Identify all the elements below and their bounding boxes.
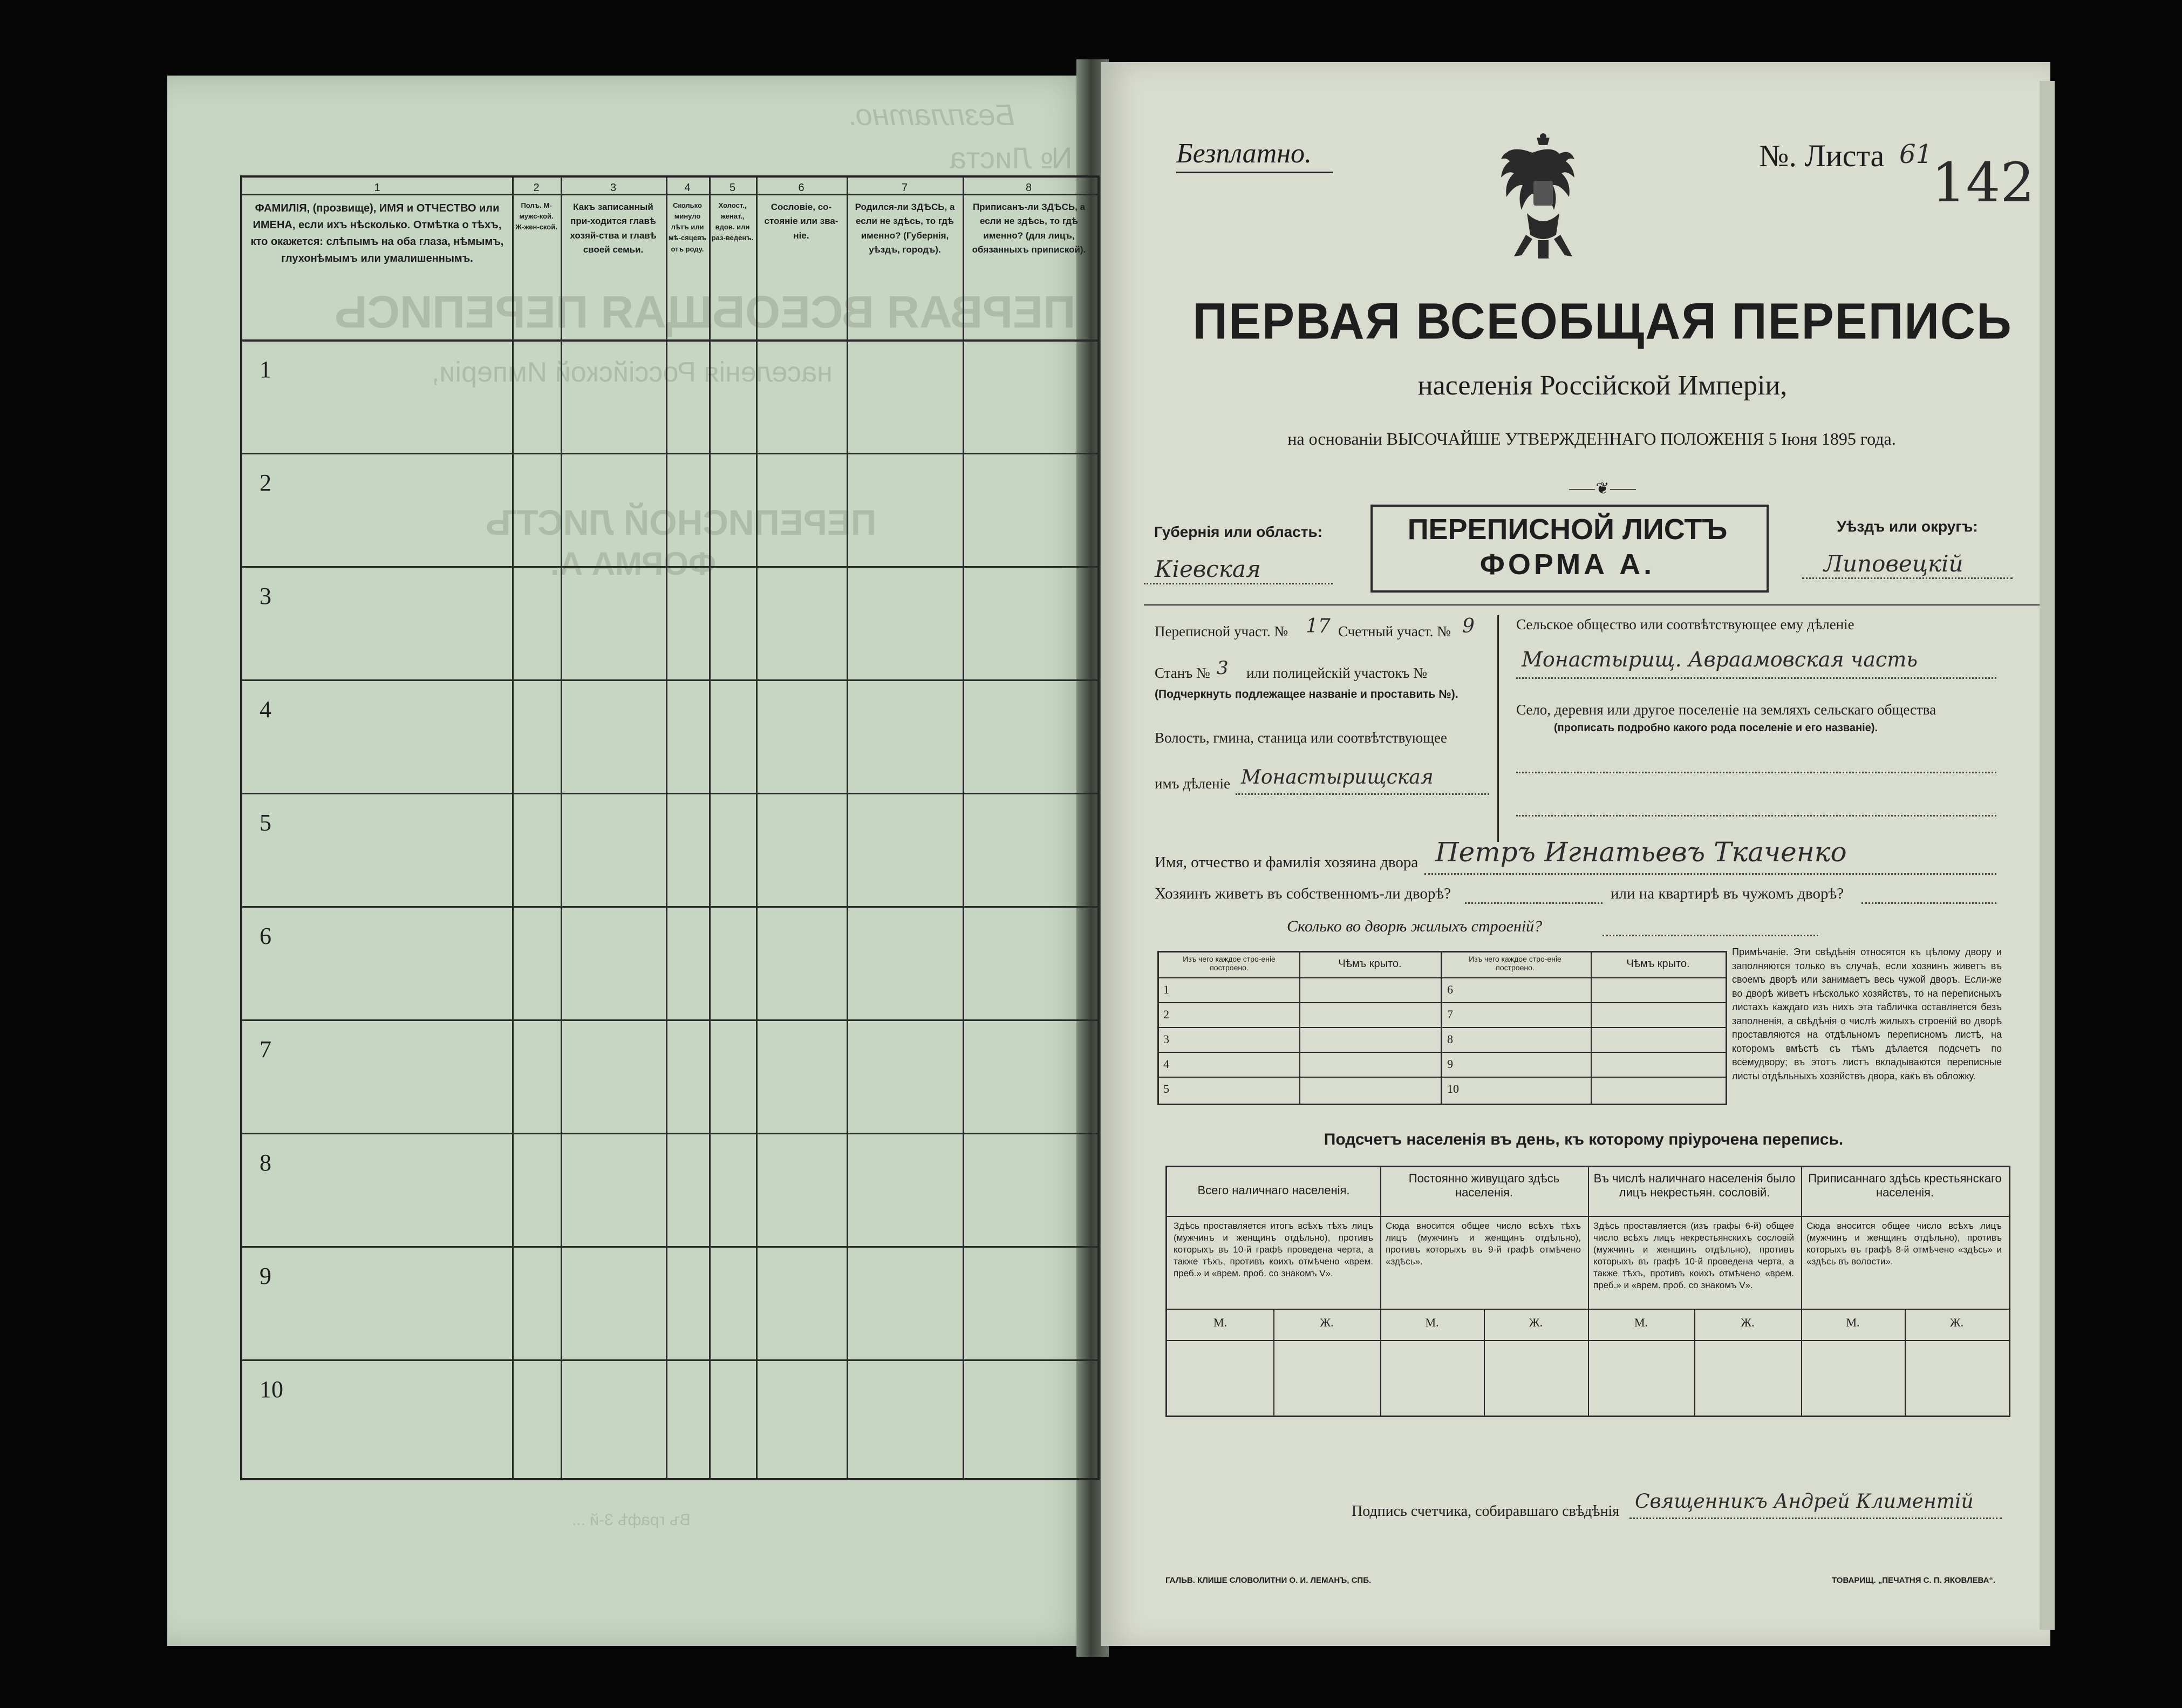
ghost-title: ПЕРВАЯ ВСЕОБЩАЯ ПЕРЕПИСЬ xyxy=(335,287,1076,337)
stan-value: 3 xyxy=(1217,657,1229,679)
build-row-num: 10 xyxy=(1447,1082,1459,1095)
row-number: 5 xyxy=(260,809,271,836)
col-line xyxy=(963,178,964,1478)
row-number: 9 xyxy=(260,1263,271,1289)
build-row-line xyxy=(1159,1077,1726,1078)
basis-line: на основаніи ВЫСОЧАЙШЕ УТВЕРЖДЕННАГО ПОЛОЖЕНІЯ 5 Іюня 1895 года. xyxy=(1287,429,1896,448)
count-head-line xyxy=(1167,1216,2009,1217)
row-line xyxy=(242,1359,1097,1361)
page-edge xyxy=(2040,81,2055,1630)
volost-underline xyxy=(1236,793,1489,795)
ghost-form2: ФОРМА А. xyxy=(550,546,717,582)
count-head-total: Всего наличнаго населенія. xyxy=(1197,1183,1350,1197)
col-line xyxy=(512,178,514,1478)
guberniya-value: Кіевская xyxy=(1155,556,1261,582)
count-col-line xyxy=(1801,1167,1802,1416)
col-header-marital: Холост., женат., вдов. или раз-веденъ. xyxy=(711,201,754,242)
row-number: 3 xyxy=(260,583,271,609)
row-line xyxy=(242,453,1097,454)
row-line xyxy=(242,1246,1097,1248)
underline-note: (Подчеркнуть подлежащее названіе и проставить №). xyxy=(1155,688,1458,700)
zh-label: Ж. xyxy=(1529,1316,1543,1329)
zh-label: Ж. xyxy=(1949,1316,1964,1329)
col-header-sex: Полъ. М-мужс-кой. Ж-жен-ской. xyxy=(515,201,557,232)
build-row-num: 3 xyxy=(1163,1032,1169,1046)
owner-label: Имя, отчество и фамилія хозяина двора xyxy=(1155,854,1419,871)
owner-value: Петръ Игнатьевъ Ткаченко xyxy=(1435,836,1847,868)
printer-left: ГАЛЬВ. КЛИШЕ СЛОВОЛИТНИ О. И. ЛЕМАНЪ, СПБ. xyxy=(1165,1576,1372,1585)
build-row-num: 4 xyxy=(1163,1057,1169,1071)
row-line xyxy=(242,566,1097,568)
count-head-resident: Постоянно живущаго здѣсь населенія. xyxy=(1408,1172,1560,1199)
uezd-underline xyxy=(1802,577,2013,579)
zh-label: Ж. xyxy=(1320,1316,1334,1329)
owns-underline xyxy=(1465,902,1603,904)
col-header-birthplace: Родился-ли ЗДѢСЬ, а если не здѣсь, то гдѣ именно? (Губернія, уѣздъ, городъ). xyxy=(855,202,955,255)
count-mw-line xyxy=(1167,1309,2009,1310)
build-col2-header: Чѣмъ крыто. xyxy=(1338,958,1402,970)
population-count-table xyxy=(1165,1166,2010,1417)
col-number: 1 xyxy=(374,182,380,194)
society-underline xyxy=(1516,677,1996,679)
col-line xyxy=(561,178,562,1478)
form-title: ПЕРЕПИСНОЙ ЛИСТЪ xyxy=(1407,513,1728,546)
build-row-num: 5 xyxy=(1163,1082,1169,1095)
sheet-number: 61 xyxy=(1899,139,1933,169)
build-row-num: 6 xyxy=(1447,983,1453,996)
m-label: М. xyxy=(1634,1316,1648,1329)
village-note: (прописать подробно какого рода поселеніе и его названіе). xyxy=(1554,722,1878,734)
free-underline xyxy=(1176,172,1333,173)
build-col-line xyxy=(1441,952,1442,1104)
guberniya-underline xyxy=(1144,583,1333,584)
society-value: Монастырищ. Авраамовская часть xyxy=(1522,648,1918,671)
buildings-note: Примѣчаніе. Эти свѣдѣнія относятся къ цѣлому двору и заполняются только въ случаѣ, если хозяинъ живетъ въ своемъ дворѣ или занимаетъ весь чужой дворъ. Если-же во дворѣ живетъ нѣсколько хозяйствъ, то на переписныхъ листахъ каждаго изъ нихъ эта табличка оставляется безъ заполненія, а свѣдѣнія о числѣ жилыхъ строеній во дворѣ проставляются на отдѣльномъ переписномъ листѣ, на которомъ вмѣстѣ съ тѣмъ дѣлается подсчетъ по всемудвору; въ этотъ листъ вкладываются переписные листы отдѣльныхъ хозяйствъ двора, какъ въ обложку. xyxy=(1732,947,2002,1081)
volost-value: Монастырищская xyxy=(1241,766,1434,788)
police-label: или полицейскій участокъ № xyxy=(1246,665,1427,681)
m-label: М. xyxy=(1846,1316,1860,1329)
signature-label: Подпись счетчика, собиравшаго свѣдѣнія xyxy=(1352,1503,1620,1520)
main-subtitle: населенія Россійской Имперіи, xyxy=(1417,370,1788,401)
district-label: Переписной участ. № xyxy=(1155,623,1288,639)
build-col3-header: Изъ чего каждое стро-еніе построено. xyxy=(1469,955,1562,972)
village-underline-1 xyxy=(1516,772,1996,773)
row-line xyxy=(242,679,1097,681)
count-body-peasant: Сюда вносится общее число всѣхъ лицъ (мужчинъ и женщинъ отдѣльно), противъ которыхъ въ графѣ 8-й отмѣчено «здѣсь» и «здѣсь въ волости». xyxy=(1806,1221,2002,1267)
build-row-num: 1 xyxy=(1163,983,1169,996)
society-label: Сельское общество или соотвѣтствующее ему дѣленіе xyxy=(1516,616,1854,632)
col-number: 8 xyxy=(1025,182,1032,194)
row-number: 10 xyxy=(260,1376,283,1403)
zh-label: Ж. xyxy=(1741,1316,1755,1329)
count-head-peasant: Приписаннаго здѣсь крестьянскаго населенія. xyxy=(1808,1172,2002,1199)
row-number: 8 xyxy=(260,1149,271,1176)
build-row-line xyxy=(1159,1052,1726,1053)
build-header-line xyxy=(1159,977,1726,978)
col-line xyxy=(847,178,848,1478)
m-label: М. xyxy=(1213,1316,1228,1329)
count-col-line xyxy=(1588,1167,1589,1416)
uezd-label: Уѣздъ или округъ: xyxy=(1837,518,1978,535)
count-body-resident: Сюда вносится общее число всѣхъ тѣхъ лицъ (мужчинъ и женщинъ отдѣльно), противъ которыхъ въ 9-й графѣ отмѣчено «здѣсь». xyxy=(1386,1221,1581,1267)
census-table xyxy=(240,175,1100,1480)
owner-underline xyxy=(1424,873,1996,875)
ghost-sheet: № Листа xyxy=(950,141,1073,175)
buildings-underline xyxy=(1603,935,1818,936)
row-number: 6 xyxy=(260,923,271,949)
build-row-num: 7 xyxy=(1447,1008,1453,1021)
col-header-registered: Приписанъ-ли ЗДѢСЬ, а если не здѣсь, то гдѣ именно? (для лицъ, обязанныхъ припиской). xyxy=(972,202,1086,255)
main-title: ПЕРВАЯ ВСЕОБЩАЯ ПЕРЕПИСЬ xyxy=(1192,293,2013,350)
signature-underline xyxy=(1629,1518,2002,1519)
count-val-line xyxy=(1167,1340,2009,1341)
count-label: Счетный участ. № xyxy=(1338,623,1451,639)
village-label: Село, деревня или другое поселеніе на земляхъ сельскаго общества xyxy=(1516,702,1936,718)
info-divider xyxy=(1497,615,1499,842)
ghost-footer: Въ графѣ 3-й ... xyxy=(572,1511,691,1529)
col-header-age: Сколько минуло лѣтъ или мѣ-сяцевъ отъ роду. xyxy=(668,201,707,253)
owns-label: Хозяинъ живетъ въ собственномъ-ли дворѣ? xyxy=(1155,885,1451,902)
ghost-form: ПЕРЕПИСНОЙ ЛИСТЪ xyxy=(486,502,877,542)
eagle-emblem-icon xyxy=(1495,132,1592,267)
count-head-nonpeasant: Въ числѣ наличнаго населенія было лицъ некрестьян. сословій. xyxy=(1593,1172,1796,1199)
archive-stamp-number: 142 xyxy=(1932,151,2035,214)
row-line xyxy=(242,793,1097,794)
count-title: Подсчетъ населенія въ день, къ которому пріурочена перепись. xyxy=(1324,1131,1844,1148)
district-value: 17 xyxy=(1306,615,1331,637)
build-col4-header: Чѣмъ крыто. xyxy=(1626,958,1690,970)
count-value: 9 xyxy=(1462,615,1475,637)
count-col-line xyxy=(1380,1167,1381,1416)
col-number: 2 xyxy=(533,182,540,194)
village-underline-2 xyxy=(1516,815,1996,816)
build-row-line xyxy=(1159,1002,1726,1003)
volost-label2: имъ дѣленіе xyxy=(1155,775,1231,792)
col-number: 4 xyxy=(684,182,691,194)
sheet-label: №. Листа xyxy=(1759,138,1885,173)
volost-label: Волость, гмина, станица или соотвѣтствующее xyxy=(1155,730,1447,746)
ghost-free: Безплатно. xyxy=(847,98,1015,132)
build-row-num: 8 xyxy=(1447,1032,1453,1046)
count-body-total: Здѣсь проставляется итогъ всѣхъ тѣхъ лицъ (мужчинъ и женщинъ отдѣльно), противъ которыхъ въ 10-й графѣ проведена черта, а также тѣхъ, противъ коихъ отмѣчено «врем. преб.» и «врем. проб. со знакомъ V». xyxy=(1174,1221,1373,1279)
col-line xyxy=(756,178,758,1478)
row-line xyxy=(242,906,1097,908)
guberniya-label: Губернія или область: xyxy=(1154,523,1323,540)
row-number: 7 xyxy=(260,1036,271,1063)
col-header-estate: Сословіе, со-стояніе или зва-ніе. xyxy=(764,202,838,241)
ghost-subtitle: населенія Россійской Имперіи, xyxy=(432,357,833,388)
col-number: 5 xyxy=(729,182,736,194)
count-body-nonpeasant: Здѣсь проставляется (изъ графы 6-й) общее число всѣхъ лицъ некрестьянскихъ сословій (мужчинъ и женщинъ отдѣльно), противъ которыхъ въ графѣ 10-й проведена черта, а также тѣхъ, противъ коихъ отмѣчено «врем. преб.» и «врем. проб. со знакомъ V». xyxy=(1593,1221,1794,1291)
col-line xyxy=(709,178,711,1478)
rent-underline xyxy=(1861,902,1996,904)
ornament: ⸺❦⸺ xyxy=(1568,480,1637,498)
row-number: 2 xyxy=(260,469,271,496)
build-row-num: 2 xyxy=(1163,1008,1169,1021)
buildings-label: Сколько во дворѣ жилыхъ строеній? xyxy=(1287,917,1543,935)
m-label: М. xyxy=(1425,1316,1439,1329)
buildings-table xyxy=(1157,951,1727,1105)
col-header-name: ФАМИЛІЯ, (прозвище), ИМЯ и ОТЧЕСТВО или ИМЕНА, если ихъ нѣсколько. Отмѣтка о тѣхъ, кто окажется: слѣпымъ на оба глаза, нѣмымъ, глухонѣмымъ или умалишеннымъ. xyxy=(250,202,504,264)
uezd-value: Липовецкій xyxy=(1824,550,1963,577)
free-label: Безплатно. xyxy=(1176,138,1312,169)
signature-value: Священникъ Андрей Климентій xyxy=(1635,1491,1974,1513)
build-row-line xyxy=(1159,1027,1726,1028)
build-col-line xyxy=(1591,952,1592,1104)
row-line xyxy=(242,1133,1097,1134)
stan-label: Станъ № xyxy=(1155,665,1210,681)
col-number: 7 xyxy=(901,182,908,194)
row-line xyxy=(242,1019,1097,1021)
row-number: 4 xyxy=(260,696,271,723)
build-col1-header: Изъ чего каждое стро-еніе построено. xyxy=(1183,955,1276,972)
build-row-num: 9 xyxy=(1447,1057,1453,1071)
col-number: 3 xyxy=(610,182,617,194)
col-line xyxy=(666,178,667,1478)
header-bottom-line xyxy=(242,339,1097,342)
rent-label: или на квартирѣ въ чужомъ дворѣ? xyxy=(1611,885,1844,902)
row-number: 1 xyxy=(260,356,271,383)
col-number: 6 xyxy=(798,182,804,194)
build-col-line xyxy=(1299,952,1300,1104)
col-header-relation: Какъ записанный при-ходится главѣ хозяй-ства и главѣ своей семьи. xyxy=(570,202,657,255)
printer-right: ТОВАРИЩ. „ПЕЧАТНЯ С. П. ЯКОВЛЕВА“. xyxy=(1832,1576,1996,1585)
form-subtitle: ФОРМА А. xyxy=(1479,548,1655,581)
